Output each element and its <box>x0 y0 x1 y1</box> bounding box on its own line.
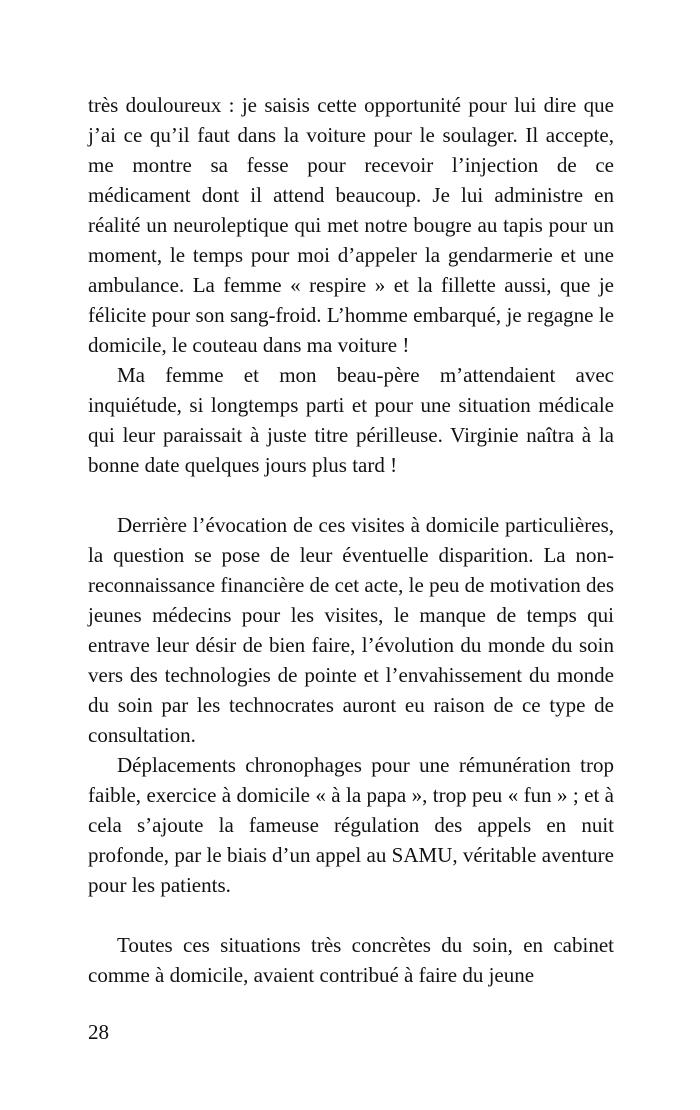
paragraph-3: Derrière l’évocation de ces visites à domicile particulières, la question se pose de leur éventuelle disparition. La non-reconnaissance financière de cet acte, le peu de motivation des jeunes médecins pour les visites, le manque de temps qui entrave leur désir de bien faire, l’évolution du monde du soin vers des technologies de pointe et l’envahissement du monde du soin par les technocrates auront eu raison de ce type de consultation. <box>88 513 614 747</box>
paragraph-5: Toutes ces situations très concrètes du soin, en cabinet comme à domicile, avaient contribué à faire du jeune <box>88 933 614 987</box>
body-text <box>88 90 614 990</box>
paragraph-4: Déplacements chronophages pour une rémunération trop faible, exercice à domicile « à la papa », trop peu « fun » ; et à cela s’ajoute la fameuse régulation des appels en nuit profonde, par le biais d’un appel au SAMU, véritable aventure pour les patients. <box>88 753 614 897</box>
paragraph-2: Ma femme et mon beau-père m’attendaient avec inquiétude, si longtemps parti et pour une situation médicale qui leur paraissait à juste titre périlleuse. Virginie naîtra à la bonne date quelques jours plus tard ! <box>88 363 614 477</box>
paragraph-1: très douloureux : je saisis cette opportunité pour lui dire que j’ai ce qu’il faut dans la voiture pour le soulager. Il accepte, me montre sa fesse pour recevoir l’injection de ce médicament dont il attend beaucoup. Je lui administre en réalité un neuroleptique qui met notre bougre au tapis pour un moment, le temps pour moi d’appeler la gendarmerie et une ambulance. La femme « respire » et la fillette aussi, que je félicite pour son sang-froid. L’homme embarqué, je regagne le domicile, le couteau dans ma voiture ! <box>88 93 614 357</box>
page-number: 28 <box>88 1020 109 1044</box>
